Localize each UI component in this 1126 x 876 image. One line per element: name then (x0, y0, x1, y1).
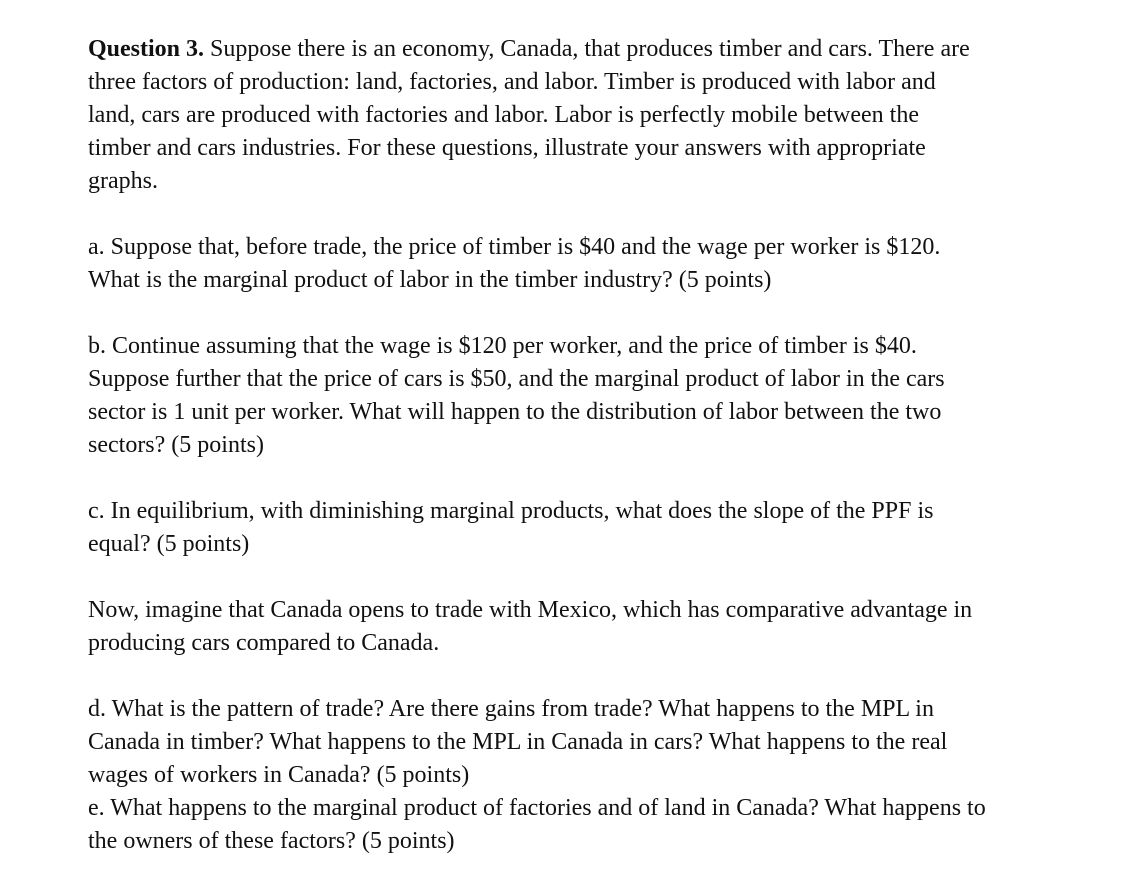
spacer (88, 297, 1073, 330)
part-e (88, 792, 1073, 858)
part-c-line: c. In equilibrium, with diminishing marginal products, what does the slope of the PPF is (88, 498, 934, 524)
part-d (88, 693, 1073, 792)
trade-intro-line: Now, imagine that Canada opens to trade with Mexico, which has comparative advantage in (88, 597, 973, 623)
question-label: Question 3. (88, 36, 205, 62)
part-e-line: e. What happens to the marginal product of factories and of land in Canada? What happens to (88, 795, 986, 821)
part-b (88, 330, 1073, 462)
question-intro (88, 33, 1073, 198)
question-intro-line: graphs. (88, 168, 158, 194)
trade-intro (88, 594, 1073, 660)
part-b-line: sector is 1 unit per worker. What will happen to the distribution of labor between the two (88, 399, 942, 425)
part-a-line: What is the marginal product of labor in the timber industry? (5 points) (88, 267, 772, 293)
spacer (88, 660, 1073, 693)
part-b-line: sectors? (5 points) (88, 432, 264, 458)
question-intro-line: timber and cars industries. For these questions, illustrate your answers with appropriate (88, 135, 926, 161)
question-intro-line: Question 3. Suppose there is an economy, Canada, that produces timber and cars. There are (88, 36, 970, 62)
part-c-line: equal? (5 points) (88, 531, 250, 557)
spacer (88, 198, 1073, 231)
question-intro-line: three factors of production: land, factories, and labor. Timber is produced with labor and (88, 69, 936, 95)
question-intro-line: land, cars are produced with factories and labor. Labor is perfectly mobile between the (88, 102, 919, 128)
part-b-line: b. Continue assuming that the wage is $120 per worker, and the price of timber is $40. (88, 333, 917, 359)
spacer (88, 561, 1073, 594)
part-d-line: wages of workers in Canada? (5 points) (88, 762, 470, 788)
part-c (88, 495, 1073, 561)
part-e-line: the owners of these factors? (5 points) (88, 828, 455, 854)
part-a (88, 231, 1073, 297)
part-d-line: Canada in timber? What happens to the MPL in Canada in cars? What happens to the real (88, 729, 948, 755)
spacer (88, 462, 1073, 495)
part-d-line: d. What is the pattern of trade? Are there gains from trade? What happens to the MPL in (88, 696, 934, 722)
document-body (88, 33, 1073, 858)
part-a-line: a. Suppose that, before trade, the price of timber is $40 and the wage per worker is $120. (88, 234, 941, 260)
part-b-line: Suppose further that the price of cars is $50, and the marginal product of labor in the cars (88, 366, 945, 392)
trade-intro-line: producing cars compared to Canada. (88, 630, 440, 656)
